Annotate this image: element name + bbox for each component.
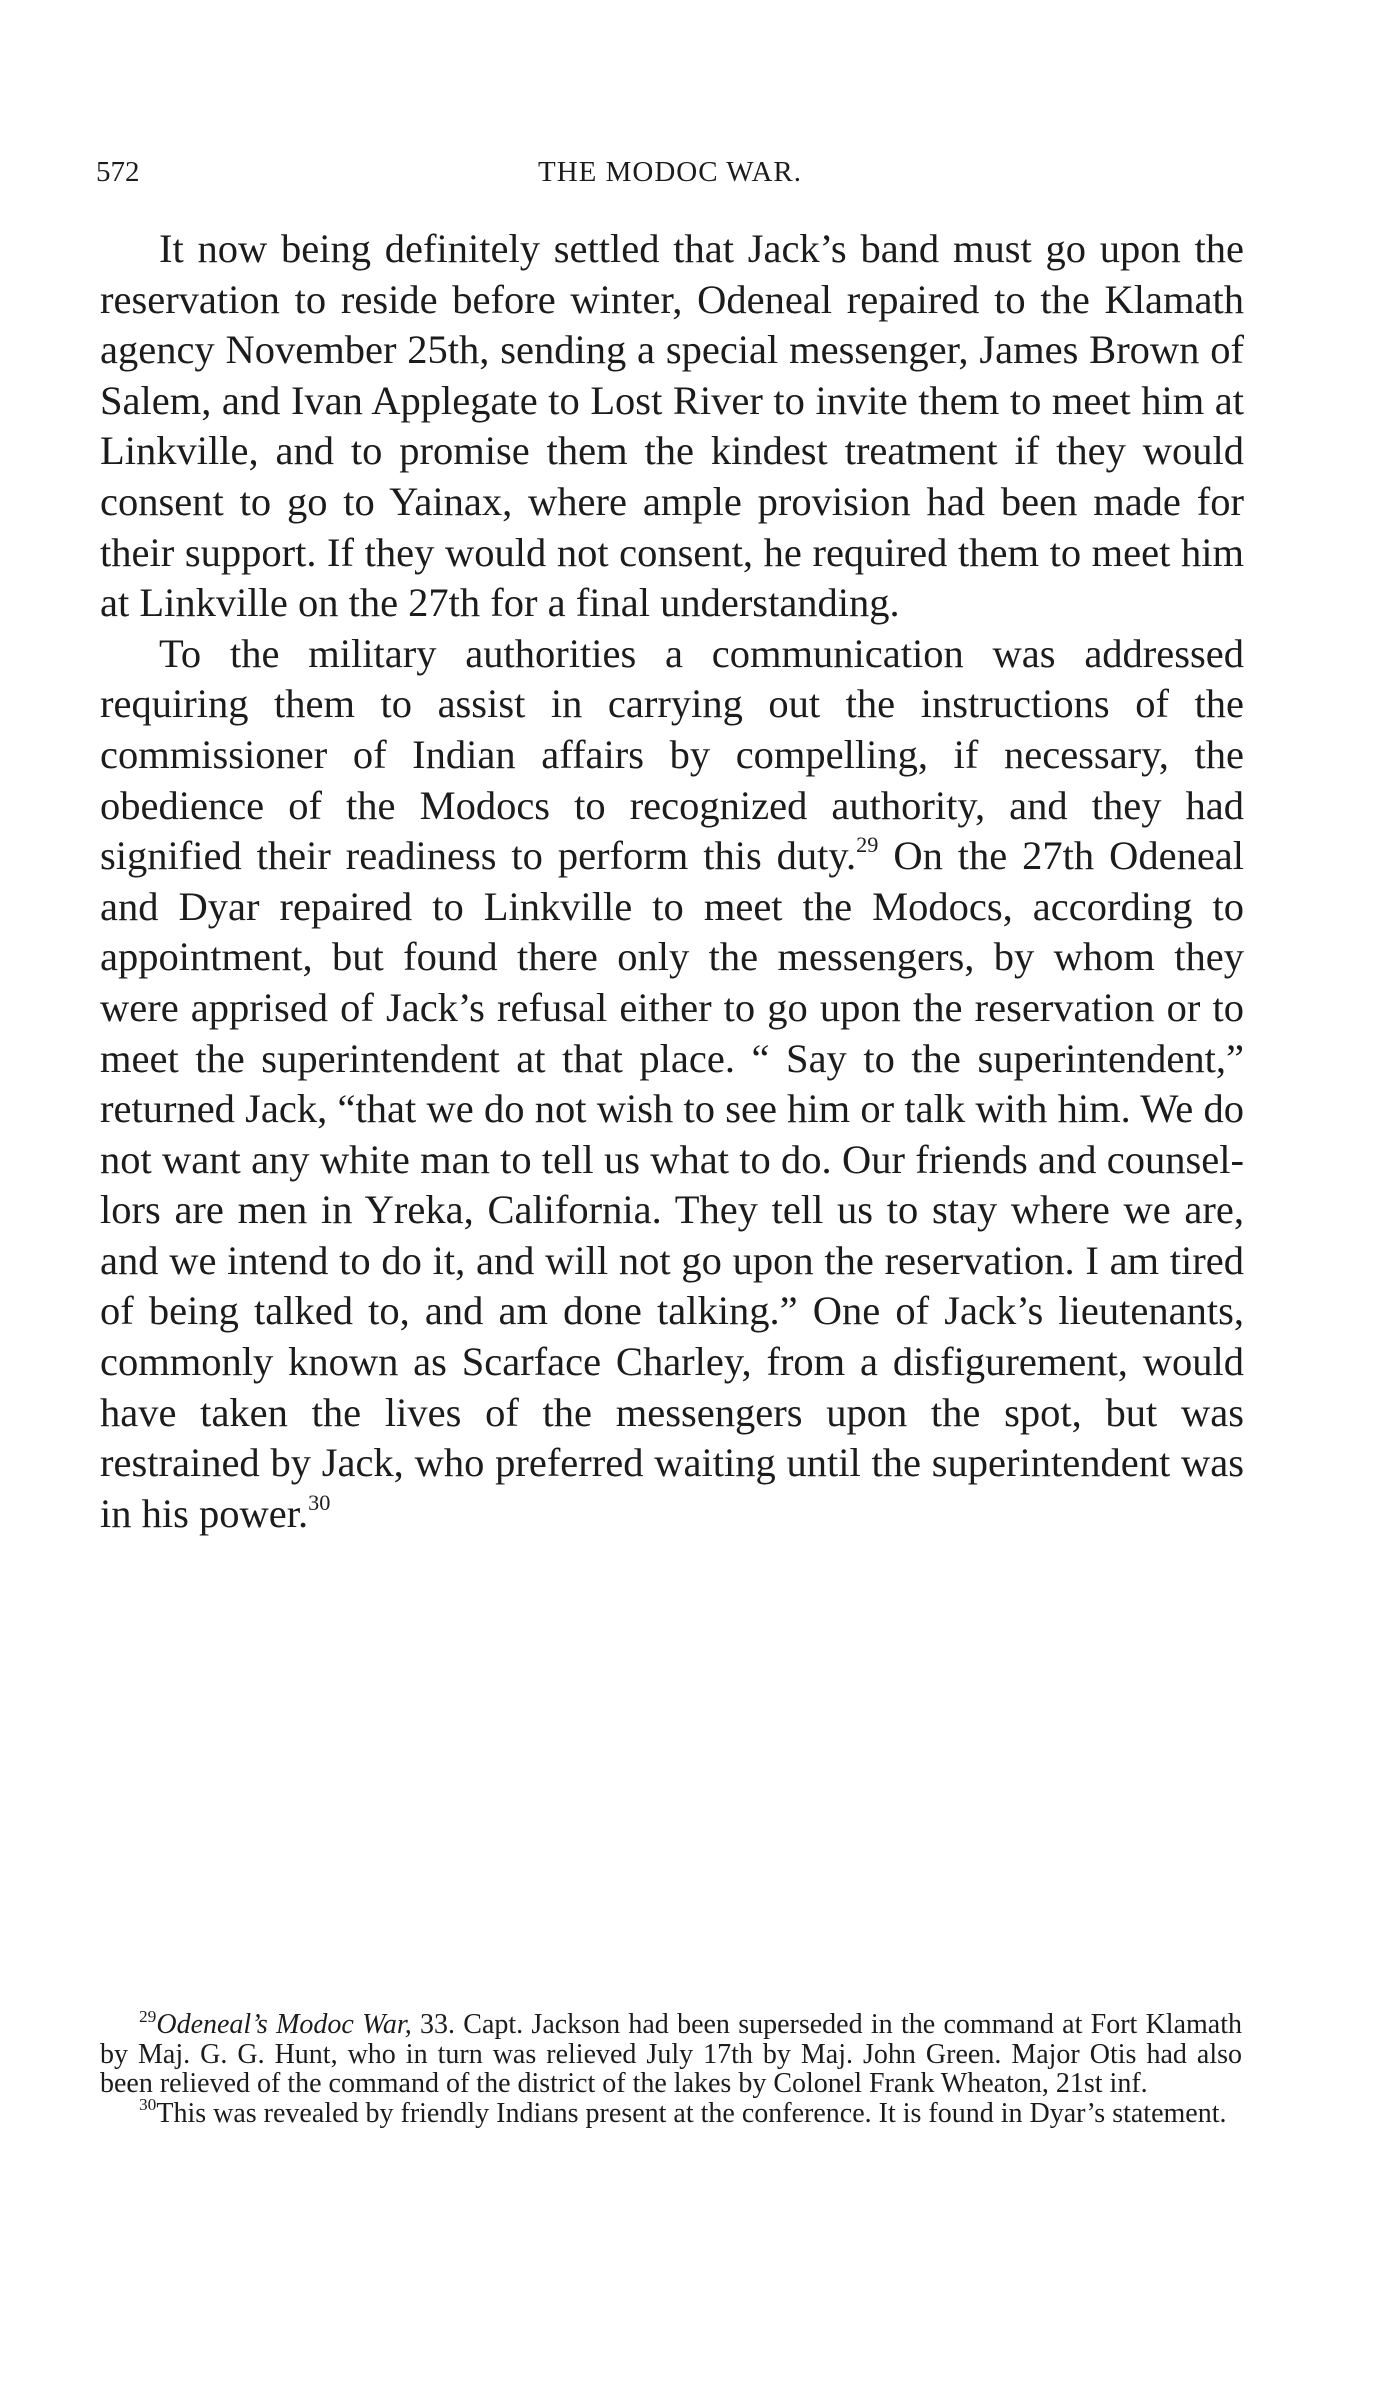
- paragraph-text: On the 27th Odeneal and Dyar repaired to Linkville to meet the Modocs, according to appointment, but found there only the messengers, by whom they were apprised of Jack’s refusal either to go upon the reservation or to meet the superintendent at that place. “ Say to the superintendent,” returned Jack, “that we do not wish to see him or talk with him. We do not want any white man to tell us what to do. Our friends and counsellors are men in Yreka, California. They tell us to stay where we are, and we intend to do it, and will not go upon the reservation. I am tired of being talked to, and am done talking.” One of Jack’s lieutenants, commonly known as Scarface Charley, from a disfigurement, would have taken the lives of the messengers upon the spot, but was restrained by Jack, who preferred waiting until the superintendent was in his power.: [100, 833, 1245, 1536]
- footnote-marker: 30: [139, 2095, 157, 2115]
- footnote: [100, 2095, 1242, 2129]
- running-head: [96, 152, 1244, 192]
- footnote-text: 33. Capt. Jackson had been superseded in the command at Fort Klamath by Maj. G. G. Hunt, who in turn was relieved July 17th by Maj. John Green. Major Otis had also been relieved of the command of the district of the lakes by Colonel Frank Wheaton, 21st inf.: [100, 2009, 1243, 2099]
- running-title: THE MODOC WAR.: [538, 156, 802, 188]
- page-number: 572: [96, 156, 140, 188]
- footnote-reference: 29: [856, 832, 879, 858]
- footnote-text: This was revealed by friendly Indians present at the conference. It is found in Dyar’s statement.: [156, 2097, 1227, 2129]
- footnote-reference: 30: [308, 1490, 331, 1516]
- body-text: [100, 224, 1244, 1539]
- paragraph-text: It now being definitely settled that Jack’s band must go upon the reservation to reside before winter, Odeneal repaired to the Klamath agency November 25th, sending a special messenger, James Brown of Salem, and Ivan Applegate to Lost River to invite them to meet him at Linkville, and to promise them the kindest treatment if they would consent to go to Yainax, where ample provision had been made for their support. If they would not consent, he required them to meet him at Linkville on the 27th for a final understanding.: [100, 226, 1244, 626]
- footnotes: [100, 2006, 1243, 2129]
- footnote-marker: 29: [139, 2006, 157, 2026]
- paragraph-text: To the military authorities a communication was addressed requiring them to assist in carrying out the instructions of the commissioner of Indian affairs by compelling, if necessary, the obedience of the Modocs to recognized authority, and they had signified their readiness to perform this duty.: [100, 630, 1244, 879]
- paragraph: [100, 629, 1244, 1540]
- paragraph: [100, 224, 1244, 629]
- footnote: [100, 2006, 1243, 2099]
- footnote-citation: Odeneal’s Modoc War,: [156, 2009, 412, 2040]
